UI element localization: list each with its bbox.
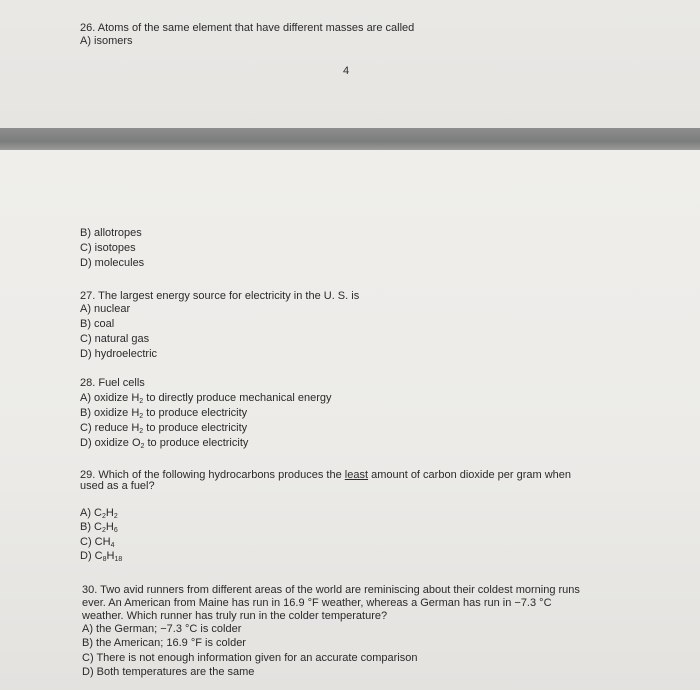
q29-option-b[interactable]: B) $C_2H_6$ xyxy=(80,521,118,534)
page-gap-shadow xyxy=(0,128,700,150)
q26-option-c[interactable]: C) isotopes xyxy=(80,242,136,254)
q30-option-b[interactable]: B) the American; 16.9 °F is colder xyxy=(82,637,246,649)
q29-stem-line2: used as a fuel? xyxy=(80,480,155,492)
q29-stem: 29. Which of the following hydrocarbons produces the least amount of carbon dioxide per gram when xyxy=(80,469,572,481)
q26-option-b[interactable]: B) allotropes xyxy=(80,227,142,239)
q27-option-a[interactable]: A) nuclear xyxy=(80,303,131,315)
q27-option-d[interactable]: D) hydroelectric xyxy=(80,348,158,360)
page-number: 4 xyxy=(343,65,350,77)
q30-stem-line2: ever. An American from Maine has run in 16.9 °F weather, whereas a German has run in −7.3 °C xyxy=(82,597,552,609)
q28-option-d[interactable]: D) oxidize $O_2$ to produce electricity xyxy=(80,437,249,450)
q26-option-a[interactable]: A) isomers xyxy=(80,35,133,47)
q29-option-c[interactable]: C) $CH_4$ xyxy=(80,536,115,549)
q30-option-c[interactable]: C) There is not enough information given for an accurate comparison xyxy=(82,652,418,664)
q30-option-a[interactable]: A) the German; −7.3 °C is colder xyxy=(82,623,242,635)
q29-option-a[interactable]: A) $C_2H_2$ xyxy=(80,507,118,520)
q30-option-d[interactable]: D) Both temperatures are the same xyxy=(82,666,255,678)
q26-option-d[interactable]: D) molecules xyxy=(80,257,145,269)
q30-stem-line1: 30. Two avid runners from different areas of the world are reminiscing about their coldest morning runs xyxy=(82,584,580,596)
emphasis-underline: least xyxy=(344,469,369,481)
q27-stem: 27. The largest energy source for electricity in the U. S. is xyxy=(80,290,360,302)
upper-page xyxy=(0,0,700,128)
q30-stem-line3: weather. Which runner has truly run in the colder temperature? xyxy=(82,610,388,622)
q28-option-a[interactable]: A) oxidize $H_2$ to directly produce mechanical energy xyxy=(80,392,332,405)
q28-option-c[interactable]: C) reduce $H_2$ to produce electricity xyxy=(80,422,248,435)
q27-option-c[interactable]: C) natural gas xyxy=(80,333,150,345)
q27-option-b[interactable]: B) coal xyxy=(80,318,115,330)
q26-stem: 26. Atoms of the same element that have different masses are called xyxy=(80,22,415,34)
q28-option-b[interactable]: B) oxidize $H_2$ to produce electricity xyxy=(80,407,248,420)
q28-stem: 28. Fuel cells xyxy=(80,377,145,389)
q29-option-d[interactable]: D) $C_8H_{18}$ xyxy=(80,550,123,563)
